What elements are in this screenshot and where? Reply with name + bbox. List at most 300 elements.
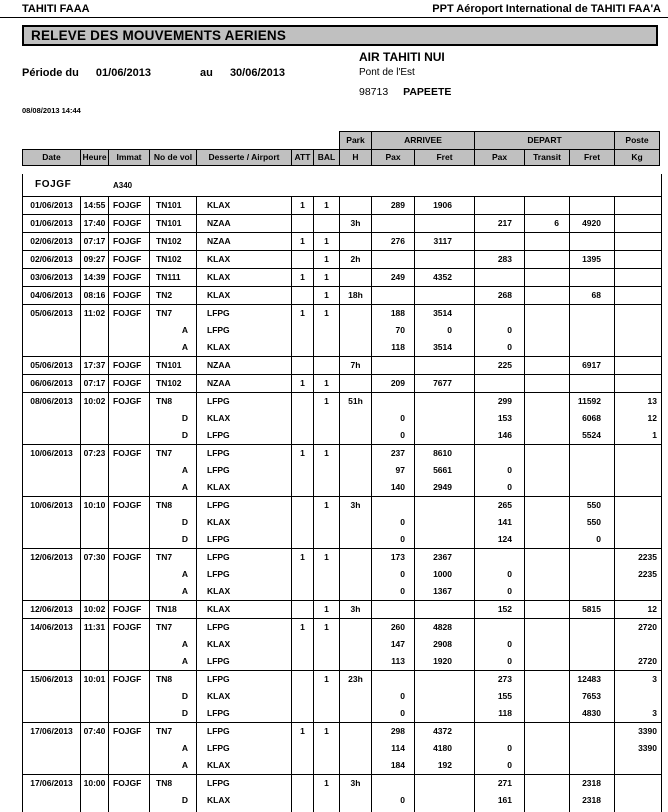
cell-bal: 1 (314, 671, 340, 688)
column-header-heure: Heure (80, 149, 108, 166)
cell-desserte (197, 636, 292, 653)
table-subrow (23, 653, 661, 670)
cell-pax_arr: 276 (372, 233, 415, 250)
cell-park: 3h (340, 775, 372, 792)
cell-transit (525, 792, 570, 809)
table-row (23, 215, 661, 232)
table-subrow (23, 757, 661, 774)
cell-desserte (197, 322, 292, 339)
cell-desserte (197, 497, 292, 514)
table-subrow (23, 566, 661, 583)
airport-label (207, 213, 291, 214)
flight-number: TN7 (156, 622, 173, 632)
cell-pax_arr: 114 (372, 740, 415, 757)
cell-fret_dep: 7653 (570, 688, 615, 705)
table-row (23, 601, 661, 618)
cell-immat (109, 462, 150, 479)
cell-fret_dep: 11592 (570, 393, 615, 410)
cell-vol (150, 740, 197, 757)
cell-immat: FOJGF (109, 287, 150, 304)
cell-heure: 07:17 (81, 233, 109, 250)
cell-att (292, 653, 314, 670)
cell-transit (525, 197, 570, 214)
period-au-label: au (200, 67, 213, 79)
cell-immat (109, 531, 150, 548)
cell-transit (525, 531, 570, 548)
cell-fret_dep: 1395 (570, 251, 615, 268)
cell-heure (81, 740, 109, 757)
table-row (23, 775, 661, 792)
movement-letter: D (181, 708, 188, 718)
cell-desserte (197, 619, 292, 636)
cell-heure: 14:55 (81, 197, 109, 214)
cell-pax_arr (372, 215, 415, 232)
airport-label (207, 721, 291, 722)
cell-bal: 1 (314, 287, 340, 304)
city-name: PAPEETE (403, 86, 452, 98)
airport-label (207, 373, 291, 374)
cell-fret_arr (415, 705, 475, 722)
movement-block (23, 392, 661, 444)
movement-letter: A (181, 325, 188, 335)
cell-vol (150, 215, 197, 232)
airport-code: LFPG (207, 430, 230, 440)
cell-transit (525, 479, 570, 496)
cell-transit (525, 619, 570, 636)
table-subrow (23, 583, 661, 600)
cell-bal (314, 339, 340, 356)
cell-desserte (197, 792, 292, 809)
airport-code: LFPG (207, 656, 230, 666)
cell-bal: 1 (314, 233, 340, 250)
cell-pax_arr: 0 (372, 566, 415, 583)
cell-bal (314, 462, 340, 479)
cell-date (23, 740, 81, 757)
cell-immat: FOJGF (109, 215, 150, 232)
cell-att (292, 740, 314, 757)
movement-letter: A (181, 465, 188, 475)
cell-heure: 10:02 (81, 393, 109, 410)
cell-date: 14/06/2013 (23, 619, 81, 636)
airport-code: KLAX (207, 200, 231, 210)
cell-pax_arr (372, 287, 415, 304)
cell-fret_arr: 4372 (415, 723, 475, 740)
cell-date (23, 757, 81, 774)
cell-fret_arr: 3514 (415, 305, 475, 322)
cell-vol (150, 566, 197, 583)
cell-transit (525, 514, 570, 531)
cell-att (292, 410, 314, 427)
cell-park (340, 792, 372, 809)
flight-number: TN102 (156, 236, 182, 246)
airport-label (207, 267, 291, 268)
cell-fret_dep: 550 (570, 514, 615, 531)
cell-att (292, 322, 314, 339)
cell-bal (314, 427, 340, 444)
airport-label (207, 495, 291, 496)
cell-fret_arr (415, 514, 475, 531)
cell-fret_arr: 1367 (415, 583, 475, 600)
cell-desserte (197, 215, 292, 232)
table-header (22, 131, 660, 166)
cell-att (292, 514, 314, 531)
cell-vol (150, 775, 197, 792)
cell-fret_dep (570, 723, 615, 740)
cell-transit (525, 305, 570, 322)
cell-kg: 12 (647, 604, 657, 614)
cell-heure (81, 583, 109, 600)
cell-fret_arr: 3117 (415, 233, 475, 250)
movement-letter: D (181, 795, 188, 805)
airport-code: LFPG (207, 500, 230, 510)
cell-kg (615, 514, 661, 531)
movement-block (23, 722, 661, 774)
table-header-column-row (22, 149, 660, 166)
airport-code: LFPG (207, 465, 230, 475)
cell-immat (109, 479, 150, 496)
cell-pax_arr: 147 (372, 636, 415, 653)
movement-letter: A (181, 743, 188, 753)
period-to-date: 30/06/2013 (229, 67, 285, 79)
cell-immat: FOJGF (109, 497, 150, 514)
cell-date: 02/06/2013 (23, 233, 81, 250)
cell-date: 10/06/2013 (23, 497, 81, 514)
cell-park (340, 723, 372, 740)
cell-pax_dep: 268 (475, 287, 525, 304)
cell-desserte (197, 287, 292, 304)
cell-park (340, 619, 372, 636)
cell-pax_dep: 0 (475, 322, 525, 339)
cell-vol (150, 287, 197, 304)
airport-label (207, 443, 291, 444)
cell-att (292, 757, 314, 774)
cell-att (292, 287, 314, 304)
header-spacer (22, 131, 339, 149)
airport-code: NZAA (207, 236, 231, 246)
movement-letter: D (181, 430, 188, 440)
cell-fret_arr (415, 410, 475, 427)
cell-pax_dep (475, 549, 525, 566)
cell-immat (109, 583, 150, 600)
cell-desserte (197, 393, 292, 410)
cell-fret_dep (570, 462, 615, 479)
period-line (22, 67, 285, 79)
cell-transit (525, 566, 570, 583)
cell-park (340, 549, 372, 566)
column-header-bal: BAL (313, 149, 339, 166)
cell-transit (525, 462, 570, 479)
cell-att (292, 792, 314, 809)
cell-att (292, 636, 314, 653)
cell-park (340, 740, 372, 757)
cell-date: 12/06/2013 (23, 549, 81, 566)
cell-fret_arr (415, 393, 475, 410)
cell-pax_dep (475, 445, 525, 462)
cell-park: 23h (340, 671, 372, 688)
cell-kg: 13 (647, 396, 657, 406)
company-postal-city (359, 86, 451, 98)
cell-fret_dep (570, 583, 615, 600)
cell-fret_arr: 4352 (415, 269, 475, 286)
cell-transit (525, 601, 570, 618)
cell-fret_dep (570, 233, 615, 250)
cell-bal (314, 410, 340, 427)
cell-pax_dep: 0 (475, 740, 525, 757)
cell-immat: FOJGF (109, 619, 150, 636)
cell-kg (615, 339, 661, 356)
movement-letter: A (181, 639, 188, 649)
cell-park (340, 479, 372, 496)
cell-heure: 10:01 (81, 671, 109, 688)
cell-park (340, 583, 372, 600)
cell-pax_dep (475, 375, 525, 392)
cell-transit (525, 740, 570, 757)
cell-kg (615, 792, 661, 809)
cell-transit (525, 583, 570, 600)
flight-number: TN2 (156, 290, 173, 300)
cell-date (23, 479, 81, 496)
cell-heure (81, 688, 109, 705)
cell-date (23, 653, 81, 670)
cell-vol (150, 601, 197, 618)
airport-label (207, 547, 291, 548)
cell-pax_arr (372, 601, 415, 618)
cell-kg: 2720 (638, 622, 657, 632)
cell-fret_arr: 7677 (415, 375, 475, 392)
cell-pax_dep: 0 (475, 462, 525, 479)
cell-vol (150, 479, 197, 496)
movement-block (23, 548, 661, 600)
cell-fret_arr (415, 357, 475, 374)
cell-heure: 07:40 (81, 723, 109, 740)
cell-desserte (197, 671, 292, 688)
cell-bal: 1 (314, 775, 340, 792)
cell-desserte (197, 566, 292, 583)
cell-heure: 07:30 (81, 549, 109, 566)
cell-fret_dep: 5815 (570, 601, 615, 618)
airport-label (207, 355, 291, 356)
aircraft-type: A340 (113, 181, 133, 190)
movement-block (23, 600, 661, 618)
cell-transit (525, 410, 570, 427)
cell-immat: FOJGF (109, 601, 150, 618)
cell-att (292, 357, 314, 374)
cell-bal: 1 (314, 497, 340, 514)
airport-code: KLAX (207, 760, 231, 770)
cell-pax_arr: 0 (372, 792, 415, 809)
table-row (23, 197, 661, 214)
cell-immat (109, 339, 150, 356)
header-group-depart: DEPART (474, 131, 614, 149)
cell-pax_dep: 0 (475, 339, 525, 356)
cell-desserte (197, 775, 292, 792)
cell-bal (314, 653, 340, 670)
flight-number: TN111 (156, 272, 181, 282)
cell-pax_dep: 271 (475, 775, 525, 792)
cell-vol (150, 514, 197, 531)
cell-vol (150, 393, 197, 410)
cell-bal: 1 (314, 251, 340, 268)
column-header-att: ATT (291, 149, 313, 166)
airport-code: LFPG (207, 674, 230, 684)
cell-heure (81, 636, 109, 653)
airport-name: PPT Aéroport International de TAHITI FAA'A (432, 3, 661, 15)
cell-park (340, 269, 372, 286)
cell-att (292, 462, 314, 479)
cell-kg (615, 462, 661, 479)
cell-fret_dep: 2318 (570, 775, 615, 792)
airport-code: KLAX (207, 254, 231, 264)
cell-desserte (197, 653, 292, 670)
cell-immat (109, 410, 150, 427)
cell-att: 1 (292, 375, 314, 392)
flight-number: TN8 (156, 778, 173, 788)
cell-pax_arr: 0 (372, 688, 415, 705)
cell-fret_dep (570, 479, 615, 496)
cell-immat (109, 792, 150, 809)
table-row (23, 287, 661, 304)
cell-fret_arr (415, 287, 475, 304)
flight-number: TN7 (156, 308, 173, 318)
table-row (23, 671, 661, 688)
cell-immat (109, 514, 150, 531)
flight-number: TN102 (156, 254, 182, 264)
cell-vol (150, 792, 197, 809)
cell-pax_dep: 217 (475, 215, 525, 232)
cell-att (292, 427, 314, 444)
cell-vol (150, 445, 197, 462)
flight-number: TN7 (156, 448, 173, 458)
cell-vol (150, 305, 197, 322)
cell-vol (150, 583, 197, 600)
cell-transit (525, 653, 570, 670)
cell-vol (150, 357, 197, 374)
table-row (23, 445, 661, 462)
cell-att (292, 479, 314, 496)
table-subrow (23, 705, 661, 722)
cell-fret_dep (570, 757, 615, 774)
table-row (23, 549, 661, 566)
cell-immat: FOJGF (109, 549, 150, 566)
cell-date (23, 531, 81, 548)
cell-heure: 08:16 (81, 287, 109, 304)
cell-park (340, 636, 372, 653)
cell-fret_arr (415, 688, 475, 705)
table-row (23, 619, 661, 636)
cell-heure (81, 427, 109, 444)
flight-number: TN8 (156, 396, 173, 406)
cell-immat (109, 705, 150, 722)
cell-fret_arr (415, 792, 475, 809)
movement-letter: A (181, 482, 188, 492)
cell-att (292, 531, 314, 548)
cell-immat (109, 653, 150, 670)
cell-fret_dep: 6917 (570, 357, 615, 374)
cell-immat: FOJGF (109, 723, 150, 740)
airport-code: LFPG (207, 569, 230, 579)
cell-pax_dep (475, 305, 525, 322)
cell-pax_dep: 0 (475, 653, 525, 670)
cell-fret_arr: 2908 (415, 636, 475, 653)
cell-pax_dep: 155 (475, 688, 525, 705)
cell-heure: 07:17 (81, 375, 109, 392)
cell-kg: 12 (647, 413, 657, 423)
cell-bal (314, 688, 340, 705)
airport-label (207, 303, 291, 304)
movement-letter: D (181, 534, 188, 544)
cell-heure: 17:37 (81, 357, 109, 374)
cell-desserte (197, 339, 292, 356)
cell-bal (314, 583, 340, 600)
cell-vol (150, 462, 197, 479)
cell-desserte (197, 233, 292, 250)
cell-heure (81, 653, 109, 670)
table-subrow (23, 531, 661, 548)
cell-kg (615, 375, 661, 392)
cell-heure: 11:31 (81, 619, 109, 636)
cell-vol (150, 723, 197, 740)
cell-kg (615, 688, 661, 705)
cell-immat: FOJGF (109, 375, 150, 392)
movement-block (23, 444, 661, 496)
cell-fret_arr (415, 427, 475, 444)
flight-number: TN8 (156, 674, 173, 684)
cell-date (23, 566, 81, 583)
cell-date (23, 583, 81, 600)
cell-heure: 10:10 (81, 497, 109, 514)
cell-date: 17/06/2013 (23, 775, 81, 792)
cell-kg (615, 775, 661, 792)
cell-fret_dep: 550 (570, 497, 615, 514)
movement-block (23, 214, 661, 232)
cell-pax_arr: 140 (372, 479, 415, 496)
cell-transit (525, 705, 570, 722)
cell-fret_arr: 4828 (415, 619, 475, 636)
cell-date: 04/06/2013 (23, 287, 81, 304)
cell-fret_dep: 0 (570, 531, 615, 548)
cell-vol (150, 705, 197, 722)
cell-fret_arr (415, 671, 475, 688)
cell-immat (109, 757, 150, 774)
cell-att: 1 (292, 549, 314, 566)
movement-block (23, 374, 661, 392)
cell-fret_dep (570, 322, 615, 339)
cell-bal (314, 531, 340, 548)
cell-pax_arr: 237 (372, 445, 415, 462)
table-row (23, 393, 661, 410)
cell-pax_dep: 0 (475, 636, 525, 653)
cell-pax_arr: 184 (372, 757, 415, 774)
cell-desserte (197, 688, 292, 705)
column-header-date: Date (22, 149, 80, 166)
cell-park: 51h (340, 393, 372, 410)
cell-pax_arr: 173 (372, 549, 415, 566)
cell-fret_arr: 2949 (415, 479, 475, 496)
cell-park: 3h (340, 215, 372, 232)
airport-code: LFPG (207, 308, 230, 318)
cell-fret_dep (570, 566, 615, 583)
cell-vol (150, 269, 197, 286)
cell-pax_arr: 0 (372, 531, 415, 548)
cell-park (340, 427, 372, 444)
cell-park (340, 445, 372, 462)
cell-vol (150, 619, 197, 636)
airport-code: NZAA (207, 378, 231, 388)
airport-code: KLAX (207, 639, 231, 649)
table-subrow (23, 792, 661, 809)
cell-park (340, 653, 372, 670)
cell-pax_dep (475, 619, 525, 636)
